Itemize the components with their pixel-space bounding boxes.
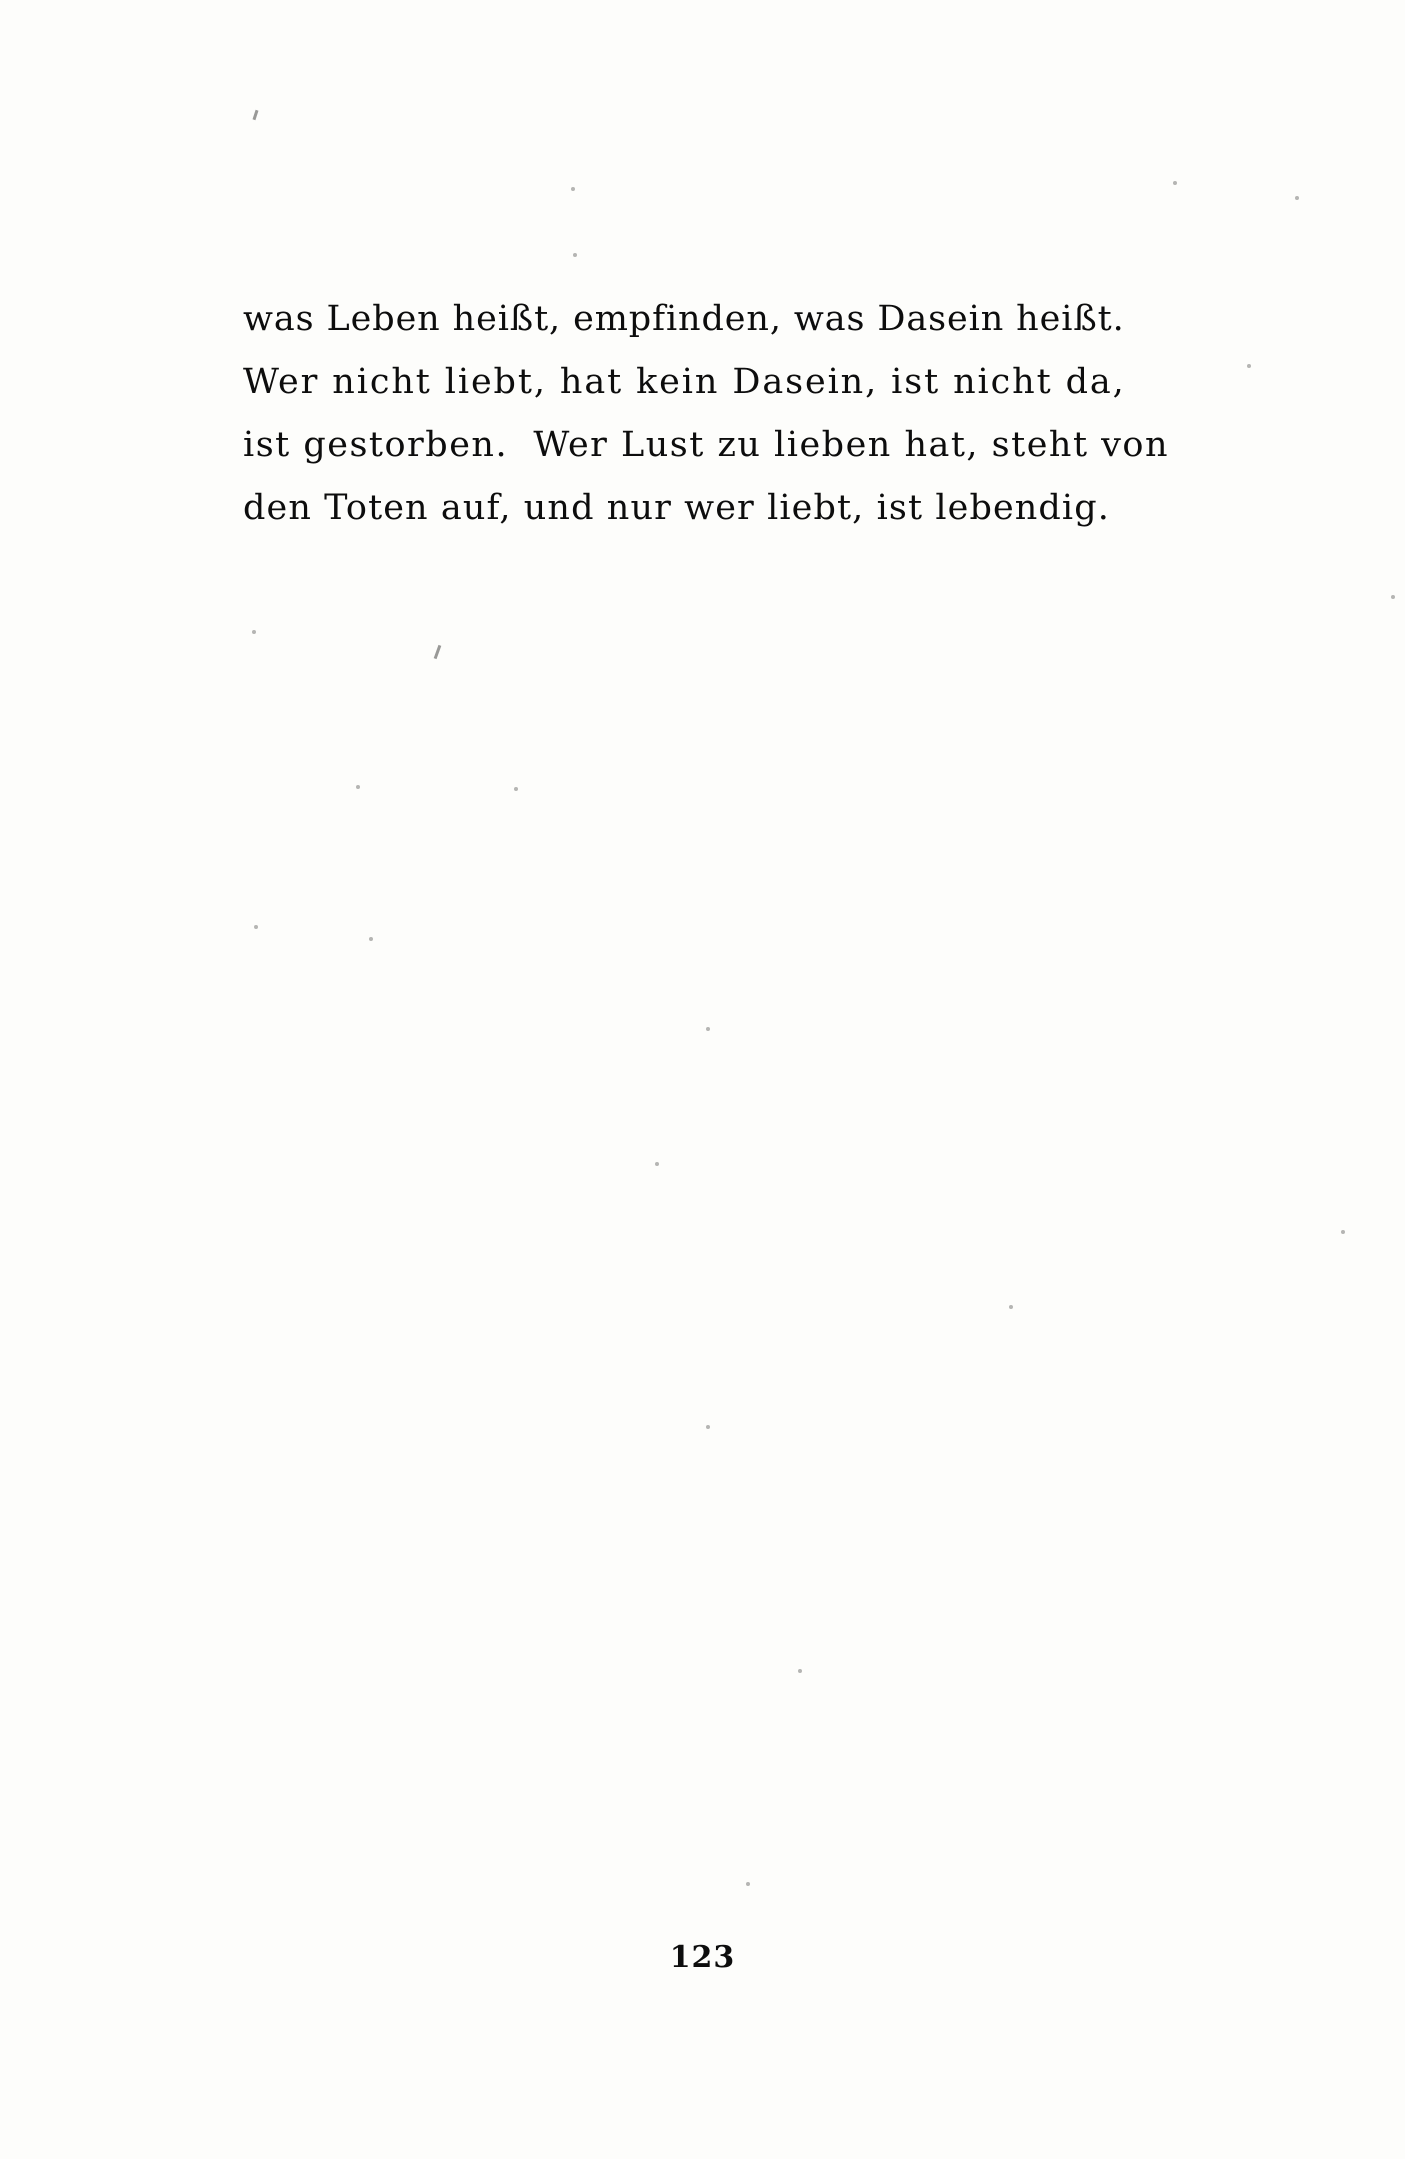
scan-speck: [1295, 196, 1299, 200]
scan-speck: [356, 785, 360, 789]
scan-speck: [571, 187, 575, 191]
scan-speck: [706, 1425, 710, 1429]
scan-speck: [1173, 181, 1177, 185]
scan-speck: [655, 1162, 659, 1166]
scan-speck: [434, 645, 442, 659]
scan-speck: [573, 253, 577, 257]
scan-speck: [1247, 364, 1251, 368]
scan-speck: [1341, 1230, 1345, 1234]
scan-speck: [706, 1027, 710, 1031]
scan-speck: [253, 110, 259, 120]
scan-speck: [1009, 1305, 1013, 1309]
scan-speck: [369, 937, 373, 941]
scan-speck: [254, 925, 258, 929]
body-line: was Leben heißt, empfinden, was Dasein heißt.: [243, 299, 1125, 339]
body-text: [243, 288, 1170, 540]
scan-speck: [514, 787, 518, 791]
scan-speck: [746, 1882, 750, 1886]
scan-speck: [798, 1669, 802, 1673]
body-line: ist gestorben. Wer Lust zu lieben hat, steht von: [243, 425, 1170, 465]
page-number: 123: [669, 1940, 736, 1975]
scan-speck: [1391, 595, 1395, 599]
body-line: Wer nicht liebt, hat kein Dasein, ist nicht da,: [243, 362, 1126, 402]
body-line: den Toten auf, und nur wer liebt, ist lebendig.: [243, 488, 1110, 528]
scan-speck: [252, 630, 256, 634]
